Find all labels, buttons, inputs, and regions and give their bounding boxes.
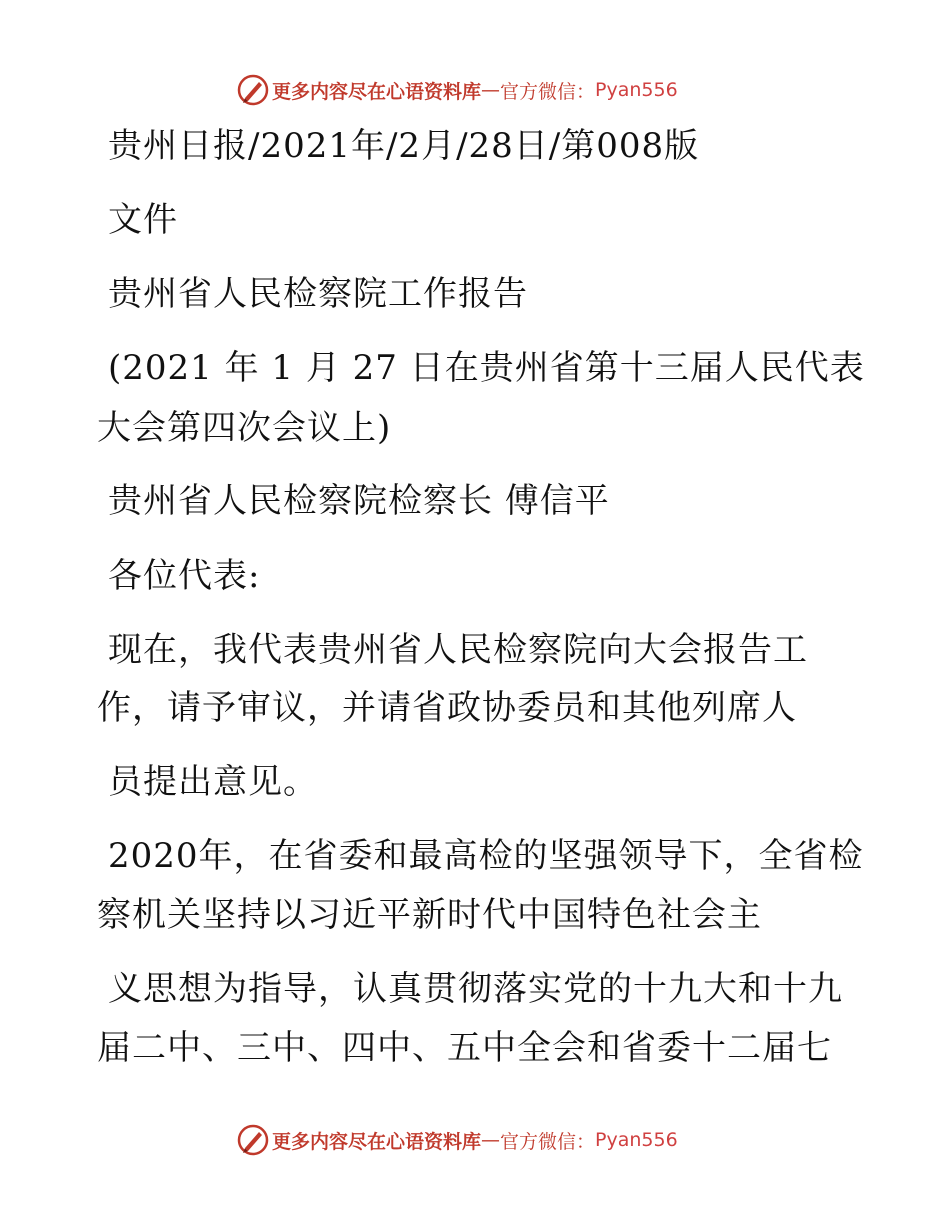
paragraph-1-line-3: 员提出意见。	[108, 762, 318, 802]
paragraph-2-line-1: 2020年，在省委和最高检的坚强领导下，全省检	[108, 836, 864, 876]
paragraph-1-line-1: 现在，我代表贵州省人民检察院向大会报告工	[108, 630, 808, 670]
banner-wechat-label: 官方微信：	[500, 80, 596, 103]
paragraph-1-line-2: 作，请予审议，并请省政协委员和其他列席人	[97, 688, 797, 728]
banner-title: 更多内容尽在心语资料库	[272, 80, 482, 103]
section-label: 文件	[108, 200, 178, 240]
report-title: 贵州省人民检察院工作报告	[108, 274, 528, 314]
session-note-line-1: (2021 年 1 月 27 日在贵州省第十三届人民代表	[108, 348, 865, 388]
banner-wechat-label: 官方微信：	[500, 1130, 596, 1153]
header-watermark-banner	[236, 72, 678, 108]
footer-watermark-banner	[236, 1122, 678, 1158]
banner-wechat-handle: Pyan556	[595, 79, 678, 101]
session-note-line-2: 大会第四次会议上)	[97, 408, 392, 448]
banner-title: 更多内容尽在心语资料库	[272, 1130, 482, 1153]
salutation: 各位代表:	[108, 556, 261, 596]
paragraph-2-line-2: 察机关坚持以习近平新时代中国特色社会主	[97, 895, 762, 935]
publication-line: 贵州日报/2021年/2月/28日/第008版	[108, 126, 700, 166]
pen-logo-icon	[236, 1123, 270, 1157]
paragraph-2-line-3: 义思想为指导，认真贯彻落实党的十九大和十九	[108, 969, 843, 1009]
banner-dash: —	[481, 79, 501, 101]
author-line: 贵州省人民检察院检察长 傅信平	[108, 481, 610, 521]
pen-logo-icon	[236, 73, 270, 107]
paragraph-2-line-4: 届二中、三中、四中、五中全会和省委十二届七	[97, 1028, 832, 1068]
banner-dash: —	[481, 1129, 501, 1151]
banner-wechat-handle: Pyan556	[595, 1129, 678, 1151]
